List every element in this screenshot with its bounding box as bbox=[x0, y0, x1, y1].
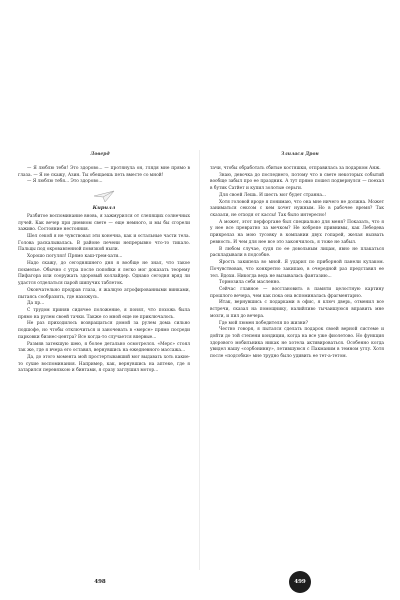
paragraph: Да, до этого момента мой простертывавший мог выдавать хоть какие-то сухие воспоминания. Например, как, вернувшись на аптеке, где я затарился перевязкою и бинтами, я сразу заглушил мотор... bbox=[18, 354, 190, 374]
right-page-number: 499 bbox=[289, 571, 311, 593]
paragraph: Хорошо погулял! Прямо каш-трем-хати... bbox=[27, 254, 123, 260]
paragraph: Где мой люмен победителя по жизни? bbox=[219, 320, 308, 326]
paragraph: Сейчас главное — восстановить в памяти целостную картину прошлого вечера, чем как пока она вспоминалась фрагментарно. bbox=[210, 286, 384, 299]
paragraph: Итак, вернувшись с подарками в офис, я ключ дверь, отменил все встречи, сказал на помощнику, налийливо тычаишуюся вправить мне мозги, и пил до вечера. bbox=[210, 300, 384, 319]
paragraph: Размяв затекшую шею, я более детально осмотрелся. «Мерс» стоял так же, где я вчера его оставил, вернувшись на ежедневного массажа... bbox=[18, 341, 190, 354]
left-page-text bbox=[18, 166, 190, 375]
right-page-text bbox=[210, 166, 384, 361]
left-page-number: 498 bbox=[94, 579, 106, 585]
paragraph: В любом случае, судя по ее довольным лицам, явно не плакаться раскладывали в подсобке. bbox=[210, 246, 384, 259]
paragraph: Тормозила себя масленно. bbox=[219, 280, 281, 286]
chapter-title: Кирилл bbox=[92, 205, 116, 212]
paragraph: Разбитое воспоминание вновь, я зажмурился от слепящих солнечных лучей. Как вечер при дневном свете — еще немного, и мы бы сгорели заживо. Состояние нестояния. bbox=[18, 213, 190, 233]
paragraph: С трудом приняв сидячее положение, я понял, что похожь была прямо на рулем своей тачки. Также со мной еще не приключалось. bbox=[18, 307, 190, 320]
left-running-header: Ловерд bbox=[90, 152, 110, 157]
paragraph: тачи, чтобы обработать сбитые костяшки, отправилась за подарком Анж. bbox=[210, 166, 381, 171]
paragraph: Не раз приходилось возвращаться домой за рулем дома сильно подшофе, но чтобы отключиться и заночевать в «мерсе» прямо посреди парковки бизнес-центра? Все когда-то случается впервые... bbox=[18, 321, 190, 340]
paragraph: Окончательно продрав глаза, я жалкую атрофированными винками, пытаясь сообразить, где нахожусь. bbox=[18, 287, 190, 300]
paragraph: Шел секой я не чувствовал эти конечна, как и остальные части тела. Голова раскалывалась. В районе печени непрерывно что-то тикало. Пальцы под окровавленной повязкой ныли. bbox=[18, 234, 190, 253]
paragraph: Да пр... bbox=[27, 301, 45, 307]
paragraph: Ярость закипела во мной. Я ударил по приборной панели кулаком. Почувствовав, что конкретно закипаю, в очередной раз представил ее тел. Вдохи. Никогда ведь не вызывалась фантазию... bbox=[210, 260, 384, 279]
paragraph: Честно говоря, я пытался сделать подарок своей верной системе и дойти до той степени кондиции, когда на все уже фиолетово. Но функция здорового мобильника никак не хотела активироваться. Особенно когда увидел нашу «сорбонинну», летившуюся с Пакманим в темном углу. Хотя после «подсобки» мне трудно было удивить ее тет-а-тетом. bbox=[210, 327, 384, 360]
paragraph: Надо скажу, до сегодняшнего дня я вообще не знал, что такое похмелье. Обычно с утра после попойки я легко мог доказать теорему Пифагора или сооружать здоровый коллайдер. Однако сегодня вряд ли удастся отделаться парой шипучих таблеток. bbox=[18, 260, 190, 287]
right-page bbox=[200, 0, 400, 600]
paragraph: А может, этот перфоргане был специально для меня? Показать, что я у нее все превратно за мечком? Не кобрепе привнимы, как Лебедева прикрелаз на мою тусовку в компании двух гопарей, желая вызвать ревность. И чем для нее все это закончилось, я тоже не забыл. bbox=[210, 219, 384, 245]
paragraph: Хотя головой вроде я понимаю, что она мне ничего не должна. Может заниматься сексом с кем хочет нужным. Но в рабочее время? Так сказали, не отходя от кассы! Так было интересно! bbox=[210, 199, 384, 219]
dialogue-line: — Я люблю тебя... Это здорово... bbox=[27, 179, 103, 185]
dialogue-line: — Я люблю тебя! Это здорово... — протянула он, глядя мне прямо в глаза. — Я не скажу, Азин. Ты обещаешь петь вместе со мной! bbox=[18, 166, 190, 178]
paper-plane-ornament-icon bbox=[18, 189, 190, 203]
paragraph: Знаю, девочка до последнего, потому что в свете некоторых событий вообще забыл про ее праздник. А тут прямо пошел подвернулся — поехал в бутик Сатйет и купил золотые серьги. bbox=[210, 172, 384, 192]
right-running-header: Злилася Дрон bbox=[281, 152, 319, 157]
paragraph: Для своей Лешь. И шесть мог будет странна... bbox=[219, 192, 327, 198]
